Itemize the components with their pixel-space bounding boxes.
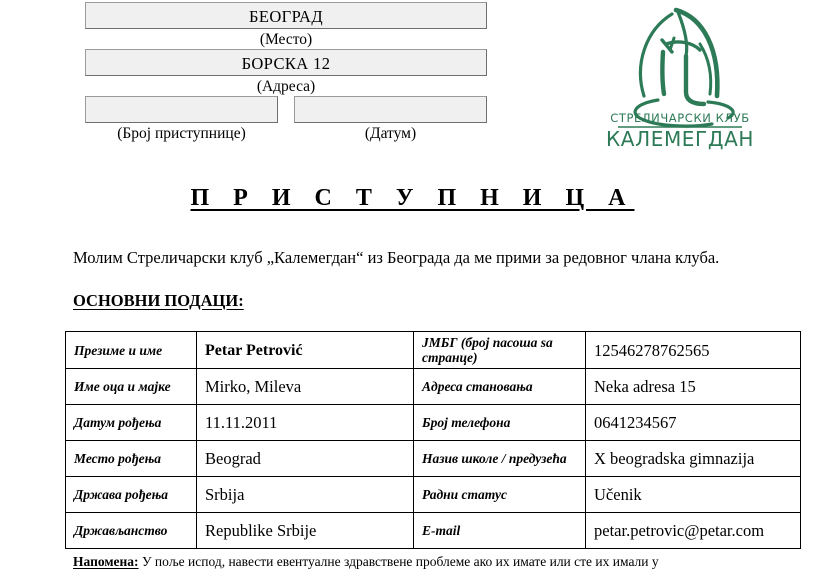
section-heading-basic-data: ОСНОВНИ ПОДАЦИ:: [73, 291, 244, 310]
row-value-left[interactable]: 11.11.2011: [197, 405, 414, 441]
application-number-field[interactable]: [85, 96, 278, 123]
row-value-right[interactable]: Neka adresa 15: [586, 369, 801, 405]
row-value-left[interactable]: Petar Petrović: [197, 332, 414, 369]
address-caption: (Адреса): [256, 78, 316, 95]
table-row: [66, 441, 801, 477]
row-value-left[interactable]: Srbija: [197, 477, 414, 513]
row-label-left: Датум рођења: [66, 405, 197, 441]
intro-paragraph: Молим Стреличарски клуб „Калемегдан“ из Београда да ме прими за редовног члана клуба.: [73, 247, 720, 267]
application-number-caption: (Број приступнице): [117, 125, 246, 142]
row-label-right: E-mail: [414, 513, 586, 549]
logo-line1-text: СТРЕЛИЧАРСКИ КЛУБ: [610, 111, 750, 125]
row-label-right: ЈМБГ (број пасоша sa странце): [414, 332, 586, 369]
row-value-left[interactable]: Beograd: [197, 441, 414, 477]
table-row: [66, 405, 801, 441]
row-label-left: Име оца и мајке: [66, 369, 197, 405]
row-label-right: Радни статус: [414, 477, 586, 513]
basic-data-table: [65, 331, 801, 549]
row-label-left: Презиме и име: [66, 332, 197, 369]
number-date-row: [85, 96, 487, 123]
header-field-group: [85, 2, 487, 143]
table-row: [66, 369, 801, 405]
row-label-left: Држава рођења: [66, 477, 197, 513]
footer-note: [73, 552, 801, 572]
date-field[interactable]: [294, 96, 487, 123]
footer-note-label: Напомена:: [73, 554, 139, 569]
row-label-left: Држављанство: [66, 513, 197, 549]
row-label-right: Адреса становања: [414, 369, 586, 405]
row-label-right: Број телефона: [414, 405, 586, 441]
number-date-caption-row: [85, 123, 487, 143]
row-value-right[interactable]: 0641234567: [586, 405, 801, 441]
row-label-right: Назив школе / предузећа: [414, 441, 586, 477]
row-value-right[interactable]: X beogradska gimnazija: [586, 441, 801, 477]
logo-line2-text: КАЛЕМЕГДАН: [606, 127, 754, 151]
document-header: [0, 0, 825, 170]
footer-note-text: У поље испод, навести евентуалне здравствене проблеме ако их имате или сте их имали у: [138, 554, 659, 569]
row-label-left: Место рођења: [66, 441, 197, 477]
table-row: [66, 332, 801, 369]
row-value-right[interactable]: Učenik: [586, 477, 801, 513]
row-value-right[interactable]: 12546278762565: [586, 332, 801, 369]
row-value-left[interactable]: Mirko, Mileva: [197, 369, 414, 405]
place-field[interactable]: БЕОГРАД: [85, 2, 487, 29]
address-field[interactable]: БОРСКА 12: [85, 49, 487, 76]
place-caption: (Место): [259, 31, 313, 48]
table-row: [66, 477, 801, 513]
date-caption: (Датум): [364, 125, 417, 142]
archery-club-emblem-icon: [600, 0, 760, 152]
table-row: [66, 513, 801, 549]
page-title: П Р И С Т У П Н И Ц А: [190, 185, 635, 211]
data-table-body: [66, 332, 801, 549]
club-logo: [600, 0, 760, 152]
row-value-right[interactable]: petar.petrovic@petar.com: [586, 513, 801, 549]
row-value-left[interactable]: Republike Srbije: [197, 513, 414, 549]
